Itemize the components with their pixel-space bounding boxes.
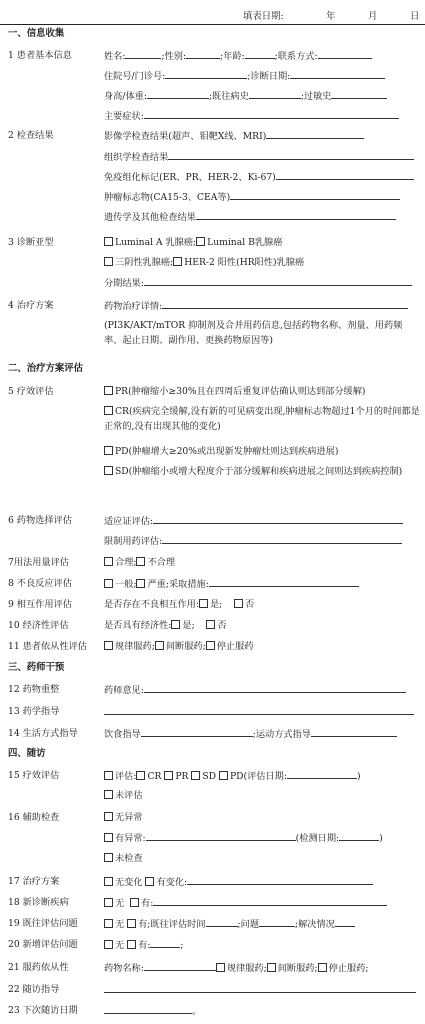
row-label: 15 疗效评估 — [8, 770, 60, 781]
row-label: 6 药物选择评估 — [8, 515, 72, 526]
row-label: 21 服药依从性 — [8, 962, 69, 973]
checkbox[interactable] — [104, 557, 113, 566]
checkbox[interactable] — [173, 257, 182, 266]
checkbox[interactable] — [104, 237, 113, 246]
next-followup-date-field[interactable] — [104, 1003, 192, 1014]
sd-option: SD(肿瘤缩小或增大程度介于部分缓解和疾病进展之间则达到疾病控制) — [104, 464, 420, 479]
new-disease-field[interactable] — [153, 895, 387, 906]
checkbox[interactable] — [104, 466, 113, 475]
drug-name-field[interactable] — [144, 960, 216, 971]
basic-info-line2: 住院号/门诊号: ;诊断日期: — [104, 68, 419, 84]
checkbox[interactable] — [191, 771, 200, 780]
height-weight-field[interactable] — [147, 88, 209, 99]
basic-info-line4: 主要症状: — [104, 108, 419, 124]
top-rule — [0, 24, 425, 25]
pharmacist-opinion-field[interactable] — [144, 682, 406, 693]
abnormal-field[interactable] — [146, 830, 296, 841]
row-label: 11 患者依从性评估 — [8, 641, 87, 652]
checkbox[interactable] — [127, 919, 136, 928]
checkbox[interactable] — [104, 898, 113, 907]
row-label: 18 新诊断疾病 — [8, 897, 69, 908]
name-field[interactable] — [125, 48, 161, 59]
checkbox[interactable] — [136, 579, 145, 588]
drug-note: (PI3K/AKT/mTOR 抑制剂及合并用药信息,包括药物名称、剂量、用药频率、起止日期、副作用、更换药物原因等) — [104, 320, 403, 346]
checkbox[interactable] — [104, 812, 113, 821]
checkbox[interactable] — [104, 579, 113, 588]
problem-field[interactable] — [259, 916, 295, 927]
row-label: 4 治疗方案 — [8, 300, 54, 311]
section-title: 一、信息收集 — [8, 28, 65, 39]
row-label: 13 药学指导 — [8, 706, 60, 717]
checkbox[interactable] — [206, 620, 215, 629]
checkbox[interactable] — [219, 771, 228, 780]
restricted-drug-field[interactable] — [162, 533, 402, 544]
measure-field[interactable] — [209, 576, 359, 587]
allergy-field[interactable] — [331, 88, 387, 99]
checkbox[interactable] — [104, 446, 113, 455]
row-label: 20 新增评估问题 — [8, 939, 78, 950]
section-title: 二、治疗方案评估 — [8, 363, 84, 374]
basic-info-line3: 身高/体重: ;既往病史 ;过敏史 — [104, 88, 419, 104]
checkbox[interactable] — [196, 237, 205, 246]
checkbox[interactable] — [127, 940, 136, 949]
cr-option: CR(疾病完全缓解,没有新的可见病变出现,肿瘤标志物超过1个月的时间都是正常的,没有出现其他的变化) — [104, 406, 420, 432]
age-field[interactable] — [245, 48, 275, 59]
diagnosis-date-field[interactable] — [290, 68, 385, 79]
year-label: 年 — [326, 11, 336, 22]
row-label: 1 患者基本信息 — [8, 50, 72, 61]
row-label: 7用法用量评估 — [8, 557, 69, 568]
row-label: 10 经济性评估 — [8, 620, 69, 631]
row-label: 17 治疗方案 — [8, 876, 60, 887]
checkbox[interactable] — [318, 963, 327, 972]
eval-date-field[interactable] — [287, 768, 357, 779]
diet-field[interactable] — [141, 726, 253, 737]
checkbox[interactable] — [104, 790, 113, 799]
checkbox[interactable] — [104, 833, 113, 842]
basic-info-line1: 姓名: ;性别: ;年龄: ;联系方式: — [104, 48, 419, 64]
history-field[interactable] — [249, 88, 301, 99]
checkbox[interactable] — [206, 641, 215, 650]
checkbox[interactable] — [104, 853, 113, 862]
checkbox[interactable] — [234, 599, 243, 608]
checkbox[interactable] — [104, 919, 113, 928]
contact-field[interactable] — [318, 48, 372, 59]
month-label: 月 — [368, 11, 378, 22]
checkbox[interactable] — [199, 599, 208, 608]
checkbox[interactable] — [164, 771, 173, 780]
checkbox[interactable] — [104, 771, 113, 780]
resolution-field[interactable] — [335, 916, 355, 927]
row-label: 19 既往评估问题 — [8, 918, 78, 929]
drug-detail-field[interactable] — [162, 298, 408, 309]
ihc-field[interactable] — [276, 169, 414, 180]
section-title: 四、随访 — [8, 748, 46, 759]
fill-date-label: 填表日期: — [243, 11, 284, 22]
checkbox[interactable] — [104, 386, 113, 395]
checkbox[interactable] — [104, 940, 113, 949]
checkbox[interactable] — [104, 406, 113, 415]
checkbox[interactable] — [145, 877, 154, 886]
checkbox[interactable] — [136, 771, 145, 780]
row-label: 9 相互作用评估 — [8, 599, 72, 610]
row-label: 2 检查结果 — [8, 130, 54, 141]
exercise-field[interactable] — [311, 726, 397, 737]
checkbox[interactable] — [267, 963, 276, 972]
checkbox[interactable] — [130, 898, 139, 907]
row-label: 22 随访指导 — [8, 984, 60, 995]
checkbox[interactable] — [155, 641, 164, 650]
symptom-field[interactable] — [144, 108, 399, 119]
pharmacy-guidance-field[interactable] — [104, 704, 414, 715]
genetic-field[interactable] — [196, 209, 396, 220]
plan-change-field[interactable] — [187, 874, 373, 885]
row-label: 3 诊断亚型 — [8, 237, 54, 248]
form-page: 填表日期: 年 月 日 一、信息收集 1 患者基本信息 姓名: ;性别: ;年龄: ;联系方式: 住院号/门诊号: ;诊断日期: 身高/体重: ;既往病史 ;过敏史 主要症状: 2 检查结果 影像学检查结果(超声、钼靶X线、MRI) 组织学检查结果 免疫组化标记(ER、PR、HER-2、Ki-67) 肿瘤标志物(CA15-3、CEA等) 遗传学及其他检查结果 3 诊断亚型 Luminal A 乳腺癌; Luminal B乳腺癌 三阴性乳腺癌; HER-2 阳性(HR阳性)乳腺癌 分期结果: 4 治疗方案 药物治疗详情: (PI3K/AKT/mTOR 抑制剂及合并用药信息,包括药物名称、剂量、用药频率、起止日期、副作用、更换药物原因等) 二、治疗方案评估 5 疗效评估 PR(肿瘤缩小≥30%且在四周后重复评估确认则达到部分缓解) CR(疾病完全缓解,没有新的可见病变出现,肿瘤标志物超过1个月的时间都是正常的,没有出现其他的变化) PD(肿瘤增大≥20%或出现新发肿瘤灶则达到疾病进展) SD(肿瘤缩小或增大程度介于部分缓解和疾病进展之间则达到疾病控制) 6 药物选择评估 适应证评估: 限制用药评估: 7用法用量评估 合理; 不合理 8 不良反应评估 一般; 严重;采取措施: 9 相互作用评估 是否存在不良相互作用: 是; 否 10 经济性评估 是否具有经济性: 是; 否 11 患者依从性评估 规律服药; 间断服药; 停止服药 三、药师干预 12 药物重整 药师意见: 13 药学指导 14 生活方式指导 饮食指导 ;运动方式指导 四、随访 15 疗效评估 评估: CR PR SD PD(评估日期: ) 未评估 16 辅助检查 无异常 有异常: (检测日期: ) 未检查 17 治疗方案 无变化 有变化: 18 新诊断疾病 无 有: 19 既往评估问题 无 有;既往评估时间 ;问题 ;解决情况 20 新增评估问题 无 有: ; 21 服药依从性 药物名称: 规律服药; 间断服药; 停止服药; 22 随访指导 23 下次随访日期 。 — [0, 0, 425, 1024]
checkbox[interactable] — [104, 641, 113, 650]
row-label: 23 下次随访日期 — [8, 1005, 78, 1016]
day-label: 日 — [410, 11, 420, 22]
row-label: 5 疗效评估 — [8, 386, 54, 397]
indication-field[interactable] — [153, 513, 403, 524]
row-label: 14 生活方式指导 — [8, 728, 78, 739]
test-date-field[interactable] — [339, 830, 379, 841]
row-label: 16 辅助检查 — [8, 812, 60, 823]
histology-field[interactable] — [168, 149, 414, 160]
checkbox[interactable] — [104, 257, 113, 266]
new-problem-field[interactable] — [150, 937, 180, 948]
checkbox[interactable] — [104, 877, 113, 886]
sex-field[interactable] — [186, 48, 220, 59]
fill-date-row — [0, 10, 425, 24]
prior-eval-time-field[interactable] — [206, 916, 238, 927]
checkbox[interactable] — [136, 557, 145, 566]
imaging-field[interactable] — [266, 128, 364, 139]
stage-field[interactable] — [144, 275, 412, 286]
row-label: 12 药物重整 — [8, 684, 60, 695]
checkbox[interactable] — [216, 963, 225, 972]
tumor-marker-field[interactable] — [230, 189, 400, 200]
inpatient-no-field[interactable] — [165, 68, 247, 79]
checkbox[interactable] — [171, 620, 180, 629]
section-title: 三、药师干预 — [8, 662, 65, 673]
followup-guidance-field[interactable] — [104, 982, 416, 993]
row-label: 8 不良反应评估 — [8, 578, 72, 589]
